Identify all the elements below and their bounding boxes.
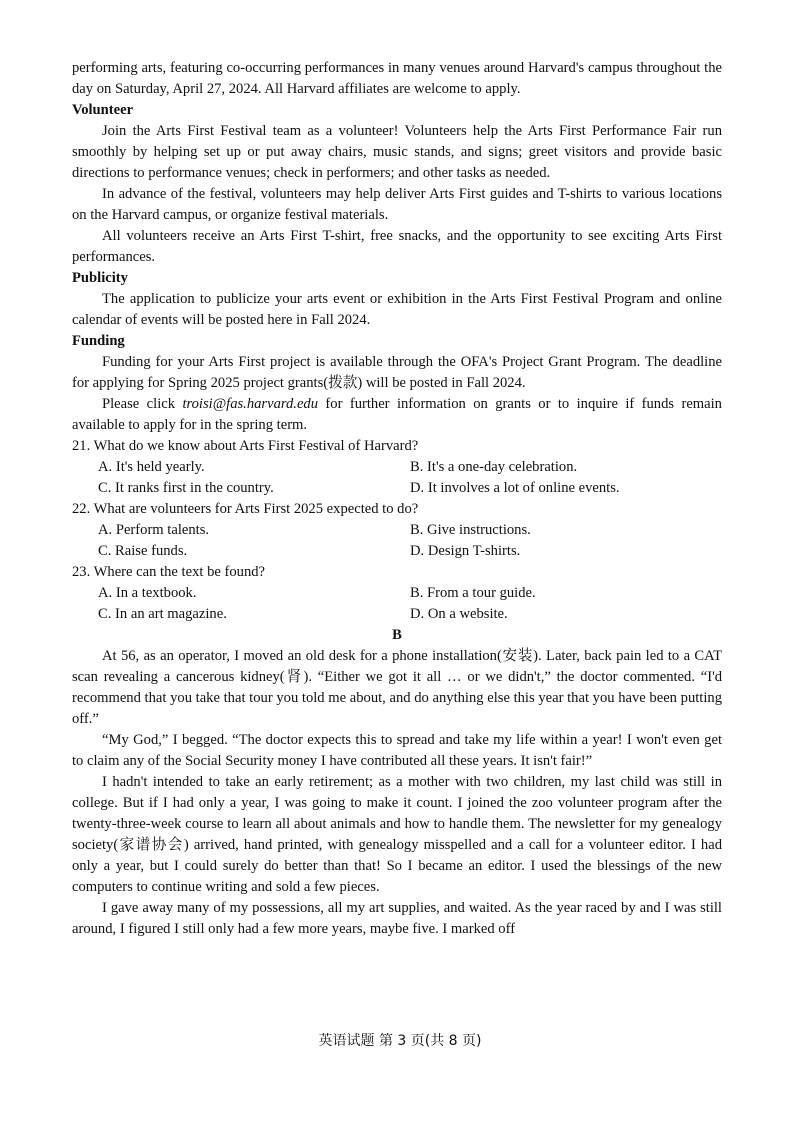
options-grid: [72, 457, 722, 499]
volunteer-heading: Volunteer: [72, 102, 134, 118]
volunteer-paragraph-2: In advance of the festival, volunteers may help deliver Arts First guides and T-shirts to various locations on the Harvard campus, or organize festival materials.: [72, 186, 722, 223]
publicity-heading: Publicity: [72, 270, 128, 286]
section-b-label: B: [392, 627, 402, 643]
option-c: C. In an art magazine.: [98, 606, 227, 622]
funding-heading: Funding: [72, 333, 125, 349]
funding-paragraph-2: [72, 394, 722, 436]
option-c: C. Raise funds.: [98, 543, 188, 559]
option-b: B. From a tour guide.: [410, 585, 536, 601]
passage-b-paragraph-2: “My God,” I begged. “The doctor expects this to spread and take my life within a year! I won't even get to claim any of the Social Security money I have contributed all these years. It isn't fair!”: [72, 732, 722, 769]
passage-b-paragraph-3: I hadn't intended to take an early retirement; as a mother with two children, my last child was still in college. But if I had only a year, I was going to make it count. I joined the zoo volunteer program after the twenty-three-week course to learn all about animals and how to handle them. The newsletter for my genealogy society(家谱协会) arrived, hand printed, with genealogy misspelled and a call for a volunteer editor. I had only a year, but I could surely do better than that! So I became an editor. I used the blessings of the new computers to continue writing and sold a few pieces.: [72, 774, 722, 895]
option-c: C. It ranks first in the country.: [98, 480, 274, 496]
page-footer: 英语试题 第 3 页(共 8 页): [318, 1033, 482, 1049]
option-b: B. It's a one-day celebration.: [410, 459, 578, 475]
funding-email-link[interactable]: troisi@fas.harvard.edu: [182, 396, 319, 412]
option-d: D. On a website.: [410, 606, 508, 622]
question-stem: 21. What do we know about Arts First Festival of Harvard?: [72, 438, 419, 454]
options-grid: [72, 583, 722, 625]
option-a: A. Perform talents.: [98, 522, 210, 538]
passage-b-paragraph-1: At 56, as an operator, I moved an old desk for a phone installation(安装). Later, back pain led to a CAT scan revealing a cancerous kidney(肾). “Either we got it all … or we didn't,” the doctor commented. “I'd recommend that you take that tour you told me about, and do anything else this year that you have been putting off.”: [72, 648, 722, 727]
funding-text-before: Please click: [102, 396, 183, 412]
option-b: B. Give instructions.: [410, 522, 531, 538]
funding-paragraph-1: Funding for your Arts First project is available through the OFA's Project Grant Program. The deadline for applying for Spring 2025 project grants(拨款) will be posted in Fall 2024.: [72, 354, 722, 391]
question-21: [72, 436, 722, 499]
question-22: [72, 499, 722, 562]
page-content: [72, 58, 722, 940]
passage-b-paragraph-4: I gave away many of my possessions, all my art supplies, and waited. As the year raced by and I was still around, I figured I still only had a few more years, maybe five. I marked off: [72, 900, 722, 937]
passage-a-intro: performing arts, featuring co-occurring performances in many venues around Harvard's campus throughout the day on Saturday, April 27, 2024. All Harvard affiliates are welcome to apply.: [72, 60, 722, 97]
question-stem: 23. Where can the text be found?: [72, 564, 266, 580]
question-23: [72, 562, 722, 625]
option-a: A. It's held yearly.: [98, 459, 205, 475]
options-grid: [72, 520, 722, 562]
funding-text-after: for further information on grants or to inquire if funds remain available to apply for in the spring term.: [72, 396, 722, 433]
option-a: A. In a textbook.: [98, 585, 197, 601]
publicity-paragraph: The application to publicize your arts event or exhibition in the Arts First Festival Program and online calendar of events will be posted here in Fall 2024.: [72, 291, 722, 328]
volunteer-paragraph-3: All volunteers receive an Arts First T-shirt, free snacks, and the opportunity to see exciting Arts First performances.: [72, 228, 722, 265]
question-stem: 22. What are volunteers for Arts First 2025 expected to do?: [72, 501, 419, 517]
option-d: D. Design T-shirts.: [410, 543, 521, 559]
option-d: D. It involves a lot of online events.: [410, 480, 620, 496]
volunteer-paragraph-1: Join the Arts First Festival team as a volunteer! Volunteers help the Arts First Performance Fair run smoothly by helping set up or put away chairs, music stands, and signs; greet visitors and provide basic directions to performance venues; check in performers; and other tasks as needed.: [72, 123, 722, 181]
